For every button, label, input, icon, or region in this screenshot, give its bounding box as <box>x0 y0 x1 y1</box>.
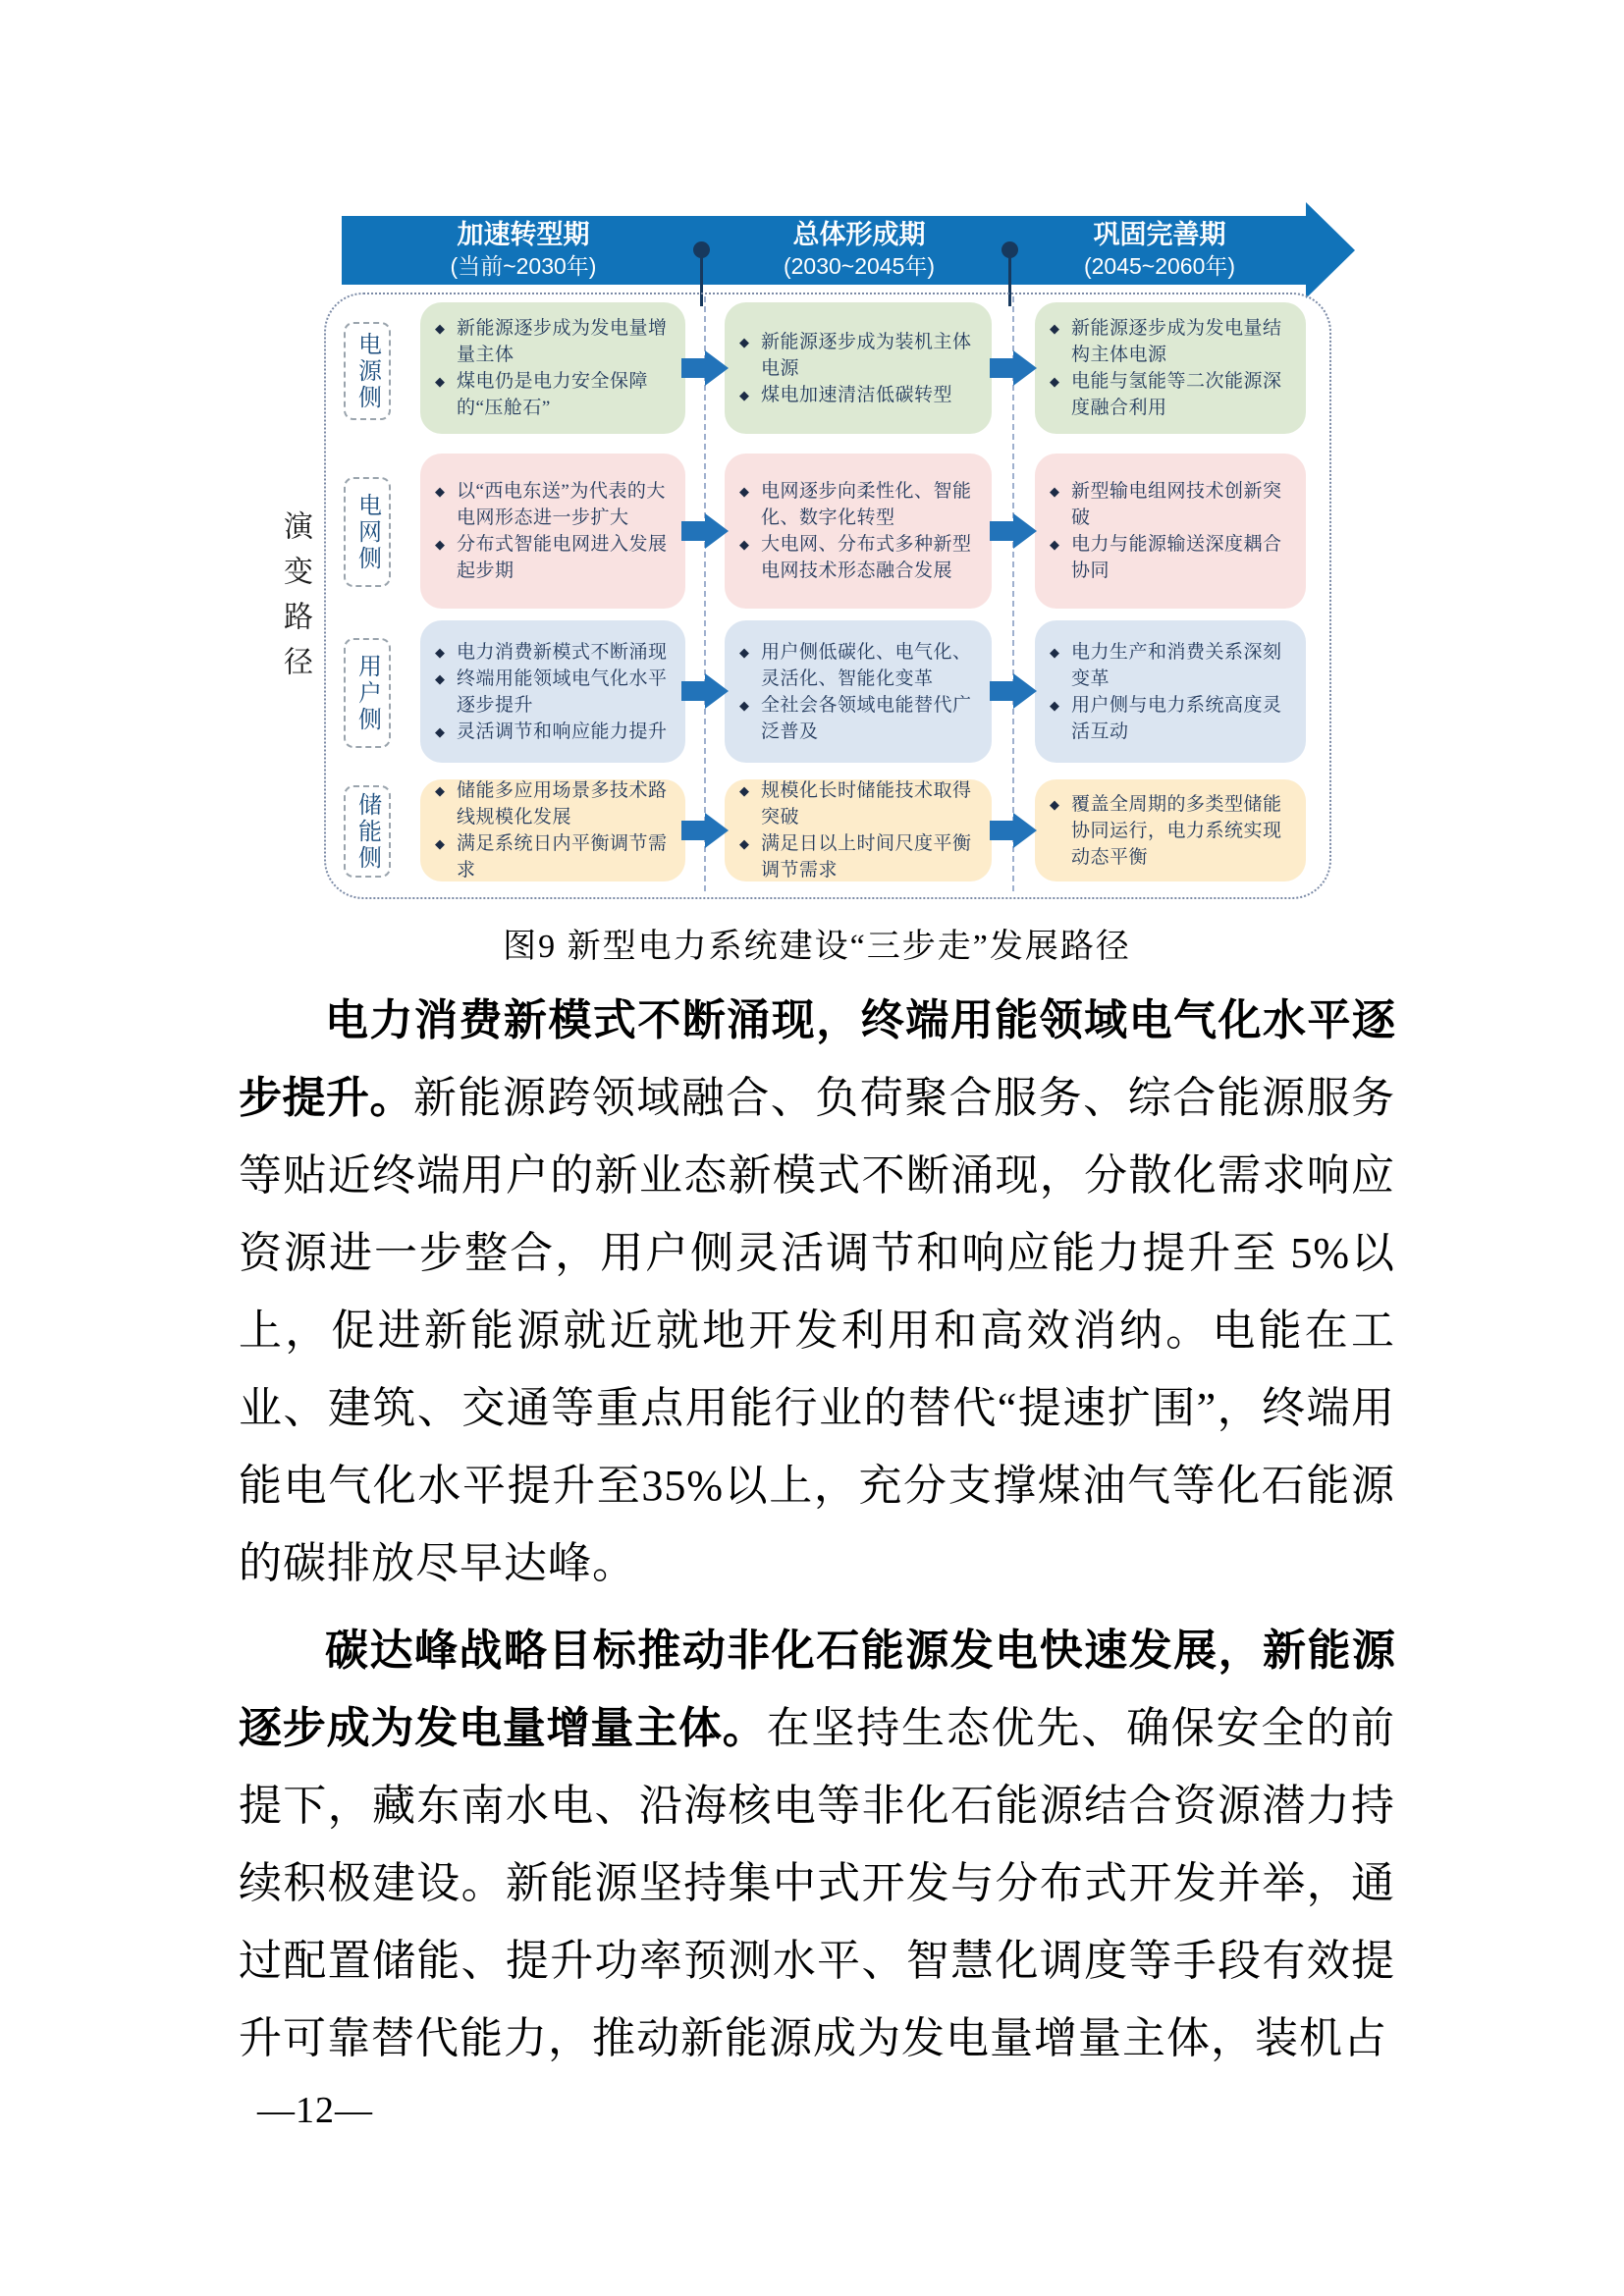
diagram-cell <box>420 454 685 609</box>
diagram-cell <box>420 302 685 434</box>
row-label-power-source: 电源侧 <box>344 322 391 420</box>
bullet-text: 煤电仍是电力安全保障的“压舱石” <box>457 371 649 418</box>
right-arrow-icon <box>681 513 729 549</box>
diagram-cell <box>1035 454 1306 609</box>
bullet-text: 终端用能领域电气化水平逐步提升 <box>457 667 668 716</box>
body-paragraph <box>239 982 1395 1602</box>
paragraph-text: 新能源跨领域融合、负荷聚合服务、综合能源服务等贴近终端用户的新业态新模式不断涌现，分散化需求响应资源进一步整合，用户侧灵活调节和响应能力提升至 5%以上，促进新能源就近就地开发利用和高效消纳。电能在工业、建筑、交通等重点用能行业的替代“提速扩围”，终端用能电气化水平提升至35%以上，充分支撑煤油气等化石能源的碳排放尽早达峰。 <box>239 1074 1395 1587</box>
paragraph-lead: 碳达峰战略目标推动非化石能源发电快速发展，新能源逐步成为发电量增量主体。 <box>239 1627 1395 1752</box>
diamond-bullet-icon: ◆ <box>1050 374 1059 389</box>
timeline-arrow-head <box>1306 202 1355 298</box>
bullet-text: 新能源逐步成为装机主体电源 <box>761 331 972 379</box>
diamond-bullet-icon: ◆ <box>435 321 445 336</box>
paragraph-text: 在坚持生态优先、确保安全的前提下，藏东南水电、沿海核电等非化石能源结合资源潜力持续积极建设。新能源坚持集中式开发与分布式开发并举，通过配置储能、提升功率预测水平、智慧化调度等手段有效提升可靠替代能力，推动新能源成为发电量增量主体，装机占 <box>239 1704 1396 2062</box>
diamond-bullet-icon: ◆ <box>435 484 445 499</box>
diamond-bullet-icon: ◆ <box>739 836 749 851</box>
bullet-text: 用户侧低碳化、电气化、灵活化、智能化变革 <box>761 641 972 689</box>
bullet-text: 煤电加速清洁低碳转型 <box>761 384 953 405</box>
page-number: —12— <box>257 2090 373 2131</box>
right-arrow-icon <box>990 513 1037 549</box>
bullet-text: 大电网、分布式多种新型电网技术形态融合发展 <box>761 534 972 581</box>
phase-title: 加速转型期 <box>457 220 590 249</box>
diamond-bullet-icon: ◆ <box>739 537 749 552</box>
row-label-user: 用户侧 <box>344 638 391 748</box>
bullet-text: 灵活调节和响应能力提升 <box>457 721 668 742</box>
diamond-bullet-icon: ◆ <box>739 387 749 402</box>
bullet-text: 覆盖全周期的多类型储能协同运行，电力系统实现动态平衡 <box>1071 793 1282 868</box>
bullet-text: 电能与氢能等二次能源深度融合利用 <box>1071 371 1282 418</box>
bullet-text: 满足系统日内平衡调节需求 <box>457 833 668 881</box>
diagram-cell <box>725 454 992 609</box>
phase-header-1 <box>342 216 705 285</box>
phase-title: 总体形成期 <box>792 220 926 249</box>
phase-years: (2045~2060年) <box>1083 253 1236 279</box>
bullet-text: 电网逐步向柔性化、智能化、数字化转型 <box>761 481 972 528</box>
diamond-bullet-icon: ◆ <box>739 334 749 349</box>
right-arrow-icon <box>681 350 729 386</box>
evolution-path-label: 演变路径 <box>279 510 311 691</box>
diamond-bullet-icon: ◆ <box>435 836 445 851</box>
bullet-text: 规模化长时储能技术取得突破 <box>761 780 972 828</box>
paragraph-lead: 电力消费新模式不断涌现，终端用能领域电气化水平逐步提升。 <box>239 996 1395 1122</box>
bullet-text: 分布式智能电网进入发展起步期 <box>457 534 668 581</box>
diamond-bullet-icon: ◆ <box>435 723 445 739</box>
bullet-text: 新型输电组网技术创新突破 <box>1071 481 1282 528</box>
phase-years: (当前~2030年) <box>450 253 597 279</box>
diamond-bullet-icon: ◆ <box>1050 537 1059 552</box>
bullet-text: 满足日以上时间尺度平衡调节需求 <box>761 833 972 881</box>
right-arrow-icon <box>990 350 1037 386</box>
diamond-bullet-icon: ◆ <box>435 644 445 660</box>
diamond-bullet-icon: ◆ <box>739 783 749 798</box>
bullet-text: 电力消费新模式不断涌现 <box>457 641 668 663</box>
bullet-text: 新能源逐步成为发电量增量主体 <box>457 318 668 365</box>
right-arrow-icon <box>681 673 729 709</box>
bullet-text: 储能多应用场景多技术路线规模化发展 <box>457 780 668 828</box>
diagram-cell <box>1035 302 1306 434</box>
bullet-text: 电力与能源输送深度耦合协同 <box>1071 534 1282 581</box>
right-arrow-icon <box>990 673 1037 709</box>
diamond-bullet-icon: ◆ <box>1050 644 1059 660</box>
body-text <box>239 982 1395 2087</box>
diamond-bullet-icon: ◆ <box>435 537 445 552</box>
diamond-bullet-icon: ◆ <box>435 374 445 389</box>
figure-caption: 图9 新型电力系统建设“三步走”发展路径 <box>503 929 1131 965</box>
timeline-bar <box>342 216 1306 285</box>
bullet-text: 全社会各领域电能替代广泛普及 <box>761 694 972 742</box>
right-arrow-icon <box>990 813 1037 848</box>
diagram-cell <box>725 302 992 434</box>
diagram-cell <box>420 779 685 881</box>
diamond-bullet-icon: ◆ <box>1050 321 1059 336</box>
diamond-bullet-icon: ◆ <box>1050 484 1059 499</box>
phase-header-3 <box>1013 216 1306 285</box>
row-label-grid: 电网侧 <box>344 477 391 587</box>
bullet-text: 用户侧与电力系统高度灵活互动 <box>1071 694 1282 742</box>
diamond-bullet-icon: ◆ <box>1050 796 1059 812</box>
bullet-text: 新能源逐步成为发电量结构主体电源 <box>1071 318 1282 365</box>
diamond-bullet-icon: ◆ <box>739 484 749 499</box>
diagram-cell <box>725 779 992 881</box>
diagram-cell <box>725 620 992 763</box>
diamond-bullet-icon: ◆ <box>739 697 749 713</box>
phase-title: 巩固完善期 <box>1093 220 1226 249</box>
diagram-cell <box>1035 779 1306 881</box>
diamond-bullet-icon: ◆ <box>435 783 445 798</box>
diamond-bullet-icon: ◆ <box>435 670 445 686</box>
phase-header-2 <box>705 216 1013 285</box>
bullet-text: 电力生产和消费关系深刻变革 <box>1071 641 1282 689</box>
diamond-bullet-icon: ◆ <box>1050 697 1059 713</box>
right-arrow-icon <box>681 813 729 848</box>
row-label-storage: 储能侧 <box>344 785 391 878</box>
body-paragraph <box>239 1612 1395 2077</box>
diamond-bullet-icon: ◆ <box>739 644 749 660</box>
diagram-cell <box>1035 620 1306 763</box>
bullet-text: 以“西电东送”为代表的大电网形态进一步扩大 <box>457 481 666 528</box>
phase-years: (2030~2045年) <box>783 253 936 279</box>
diagram-cell <box>420 620 685 763</box>
